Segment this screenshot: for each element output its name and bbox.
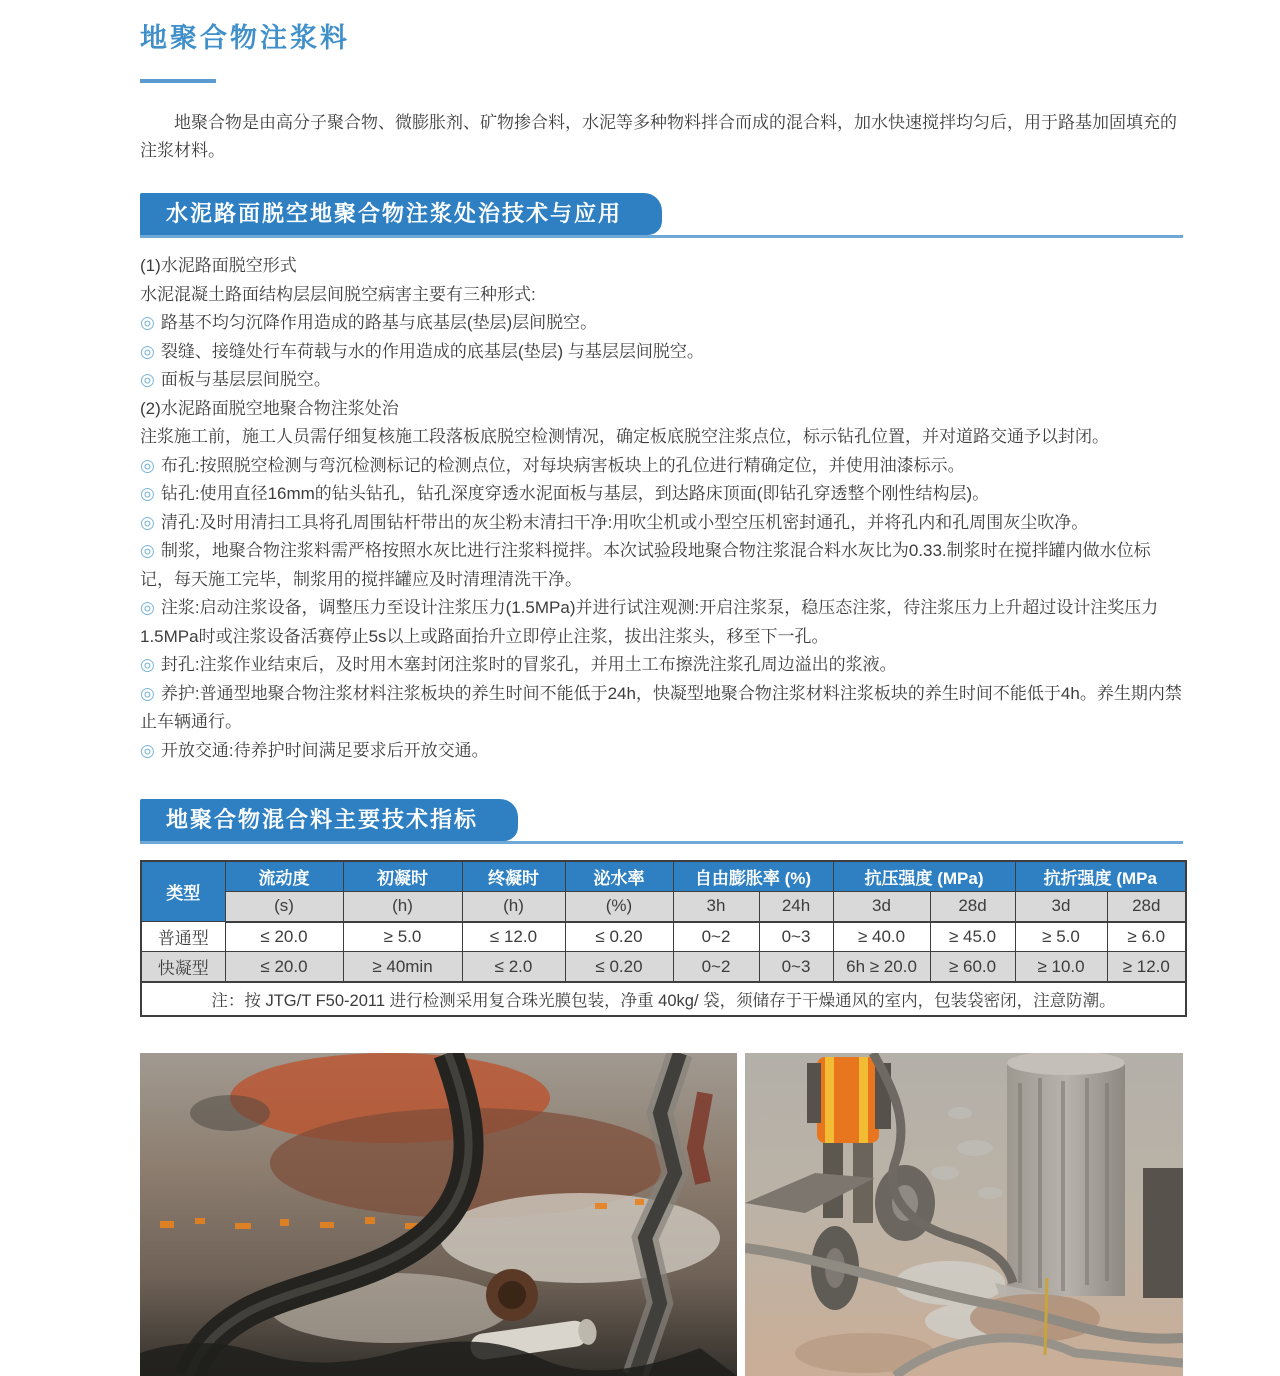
unit-cell: 28d — [1107, 892, 1186, 922]
section-heading-1: 水泥路面脱空地聚合物注浆处治技术与应用 — [140, 193, 662, 235]
data-cell: ≥ 6.0 — [1107, 922, 1186, 952]
unit-cell: 3d — [833, 892, 930, 922]
paragraph: 水泥混凝土路面结构层层间脱空病害主要有三种形式: — [140, 284, 536, 304]
bullet-item: ◎ 清孔:及时用清扫工具将孔周围钻杆带出的灰尘粉末清扫干净:用吹尘机或小型空压机密封通孔，并将孔内和孔周围灰尘吹净。 — [140, 512, 1089, 532]
bullet-ring-icon: ◎ — [140, 484, 155, 503]
data-cell: ≤ 0.20 — [565, 922, 673, 952]
bullet-item: ◎ 面板与基层层间脱空。 — [140, 370, 331, 389]
section1-body — [140, 252, 1183, 765]
data-cell: ≥ 45.0 — [930, 922, 1015, 952]
bullet-ring-icon: ◎ — [140, 683, 155, 703]
data-cell: 0~3 — [759, 922, 833, 952]
unit-cell: (%) — [565, 892, 673, 922]
bullet-item: ◎ 路基不均匀沉降作用造成的路基与底基层(垫层)层间脱空。 — [140, 313, 598, 332]
bullet-ring-icon: ◎ — [140, 541, 155, 560]
title-underline — [140, 79, 216, 83]
data-cell: 0~3 — [759, 952, 833, 983]
data-cell: ≥ 40min — [343, 952, 462, 983]
data-cell: ≤ 12.0 — [462, 922, 565, 952]
data-cell: ≥ 5.0 — [343, 922, 462, 952]
table-header-cell: 自由膨胀率 (%) — [673, 861, 833, 892]
table-header-cell: 类型 — [141, 861, 225, 922]
data-cell: 0~2 — [673, 952, 759, 983]
data-cell: ≤ 2.0 — [462, 952, 565, 983]
data-cell: ≥ 40.0 — [833, 922, 930, 952]
bullet-item: ◎ 钻孔:使用直径16mm的钻头钻孔，钻孔深度穿透水泥面板与基层，到达路床顶面(即钻孔穿透整个刚性结构层)。 — [140, 484, 990, 503]
table-header-cell: 抗折强度 (MPa — [1015, 861, 1186, 892]
section-banner-2 — [140, 799, 1183, 844]
bullet-ring-icon: ◎ — [140, 655, 155, 674]
bullet-item: ◎ 布孔:按照脱空检测与弯沉检测标记的检测点位，对每块病害板块上的孔位进行精确定位，并使用油漆标示。 — [140, 455, 965, 475]
table-note: 注：按 JTG/T F50-2011 进行检测采用复合珠光膜包装，净重 40kg/ 袋，须储存于干燥通风的室内，包装袋密闭，注意防潮。 — [141, 982, 1186, 1016]
data-cell: ≤ 0.20 — [565, 952, 673, 983]
bullet-item: ◎ 封孔:注浆作业结束后，及时用木塞封闭注浆时的冒浆孔，并用土工布擦洗注浆孔周边溢出的浆液。 — [140, 655, 897, 674]
page-title: 地聚合物注浆料 — [140, 23, 350, 53]
spec-table-wrap — [140, 860, 1183, 1017]
bullet-item: ◎ 制浆，地聚合物注浆料需严格按照水灰比进行注浆料搅拌。本次试验段地聚合物注浆混合料水灰比为0.33.制浆时在搅拌罐内做水位标记，每天施工完毕，制浆用的搅拌罐应及时清理清洗干净。 — [140, 541, 1151, 589]
unit-cell: 3h — [673, 892, 759, 922]
bullet-ring-icon: ◎ — [140, 455, 155, 475]
data-cell: ≥ 10.0 — [1015, 952, 1107, 983]
unit-cell: (h) — [343, 892, 462, 922]
data-cell: ≥ 12.0 — [1107, 952, 1186, 983]
data-cell: ≤ 20.0 — [225, 952, 343, 983]
table-header-cell: 抗压强度 (MPa) — [833, 861, 1015, 892]
paragraph: (1)水泥路面脱空形式 — [140, 256, 297, 275]
bullet-ring-icon: ◎ — [140, 370, 155, 389]
unit-cell: 24h — [759, 892, 833, 922]
paragraph: 注浆施工前，施工人员需仔细复核施工段落板底脱空检测情况，确定板底脱空注浆点位，标示钻孔位置，并对道路交通予以封闭。 — [140, 427, 1109, 446]
table-header-cell: 终凝时 — [462, 861, 565, 892]
photo-row — [140, 1053, 1183, 1376]
spec-table — [140, 860, 1187, 1017]
unit-cell: (s) — [225, 892, 343, 922]
table-header-cell: 泌水率 — [565, 861, 673, 892]
data-cell: 0~2 — [673, 922, 759, 952]
data-cell: ≥ 5.0 — [1015, 922, 1107, 952]
table-header-cell: 初凝时 — [343, 861, 462, 892]
bullet-ring-icon: ◎ — [140, 598, 155, 617]
intro-paragraph: 地聚合物是由高分子聚合物、微膨胀剂、矿物掺合料，水泥等多种物料拌合而成的混合料，加水快速搅拌均匀后，用于路基加固填充的注浆材料。 — [140, 113, 1177, 160]
row-label: 普通型 — [141, 922, 225, 952]
row-label: 快凝型 — [141, 952, 225, 983]
bullet-ring-icon: ◎ — [140, 313, 155, 332]
bullet-item: ◎ 裂缝、接缝处行车荷载与水的作用造成的底基层(垫层) 与基层层间脱空。 — [140, 341, 704, 361]
bullet-ring-icon: ◎ — [140, 740, 155, 760]
bullet-ring-icon: ◎ — [140, 512, 155, 532]
photo-grouting-hose-pavement — [140, 1053, 737, 1376]
bullet-item: ◎ 注浆:启动注浆设备，调整压力至设计注浆压力(1.5MPa)并进行试注观测:开启注浆泵，稳压态注浆，待注浆压力上升超过设计注奖压力1.5MPa时或注浆设备活赛停止5s以上或路面抬升立即停止注浆，拔出注浆头，移至下一孔。 — [140, 598, 1159, 646]
section-banner-1 — [140, 193, 1183, 238]
data-cell: 6h ≥ 20.0 — [833, 952, 930, 983]
unit-cell: (h) — [462, 892, 565, 922]
section-heading-2: 地聚合物混合料主要技术指标 — [140, 799, 518, 841]
photo-worker-grouting-equipment — [745, 1053, 1183, 1376]
data-cell: ≤ 20.0 — [225, 922, 343, 952]
document-page — [140, 0, 1183, 1376]
paragraph: (2)水泥路面脱空地聚合物注浆处治 — [140, 398, 399, 418]
bullet-ring-icon: ◎ — [140, 341, 155, 361]
data-cell: ≥ 60.0 — [930, 952, 1015, 983]
bullet-item: ◎ 开放交通:待养护时间满足要求后开放交通。 — [140, 740, 489, 760]
unit-cell: 3d — [1015, 892, 1107, 922]
bullet-item: ◎ 养护:普通型地聚合物注浆材料注浆板块的养生时间不能低于24h，快凝型地聚合物注浆材料注浆板块的养生时间不能低于4h。养生期内禁止车辆通行。 — [140, 683, 1182, 731]
unit-cell: 28d — [930, 892, 1015, 922]
table-header-cell: 流动度 — [225, 861, 343, 892]
